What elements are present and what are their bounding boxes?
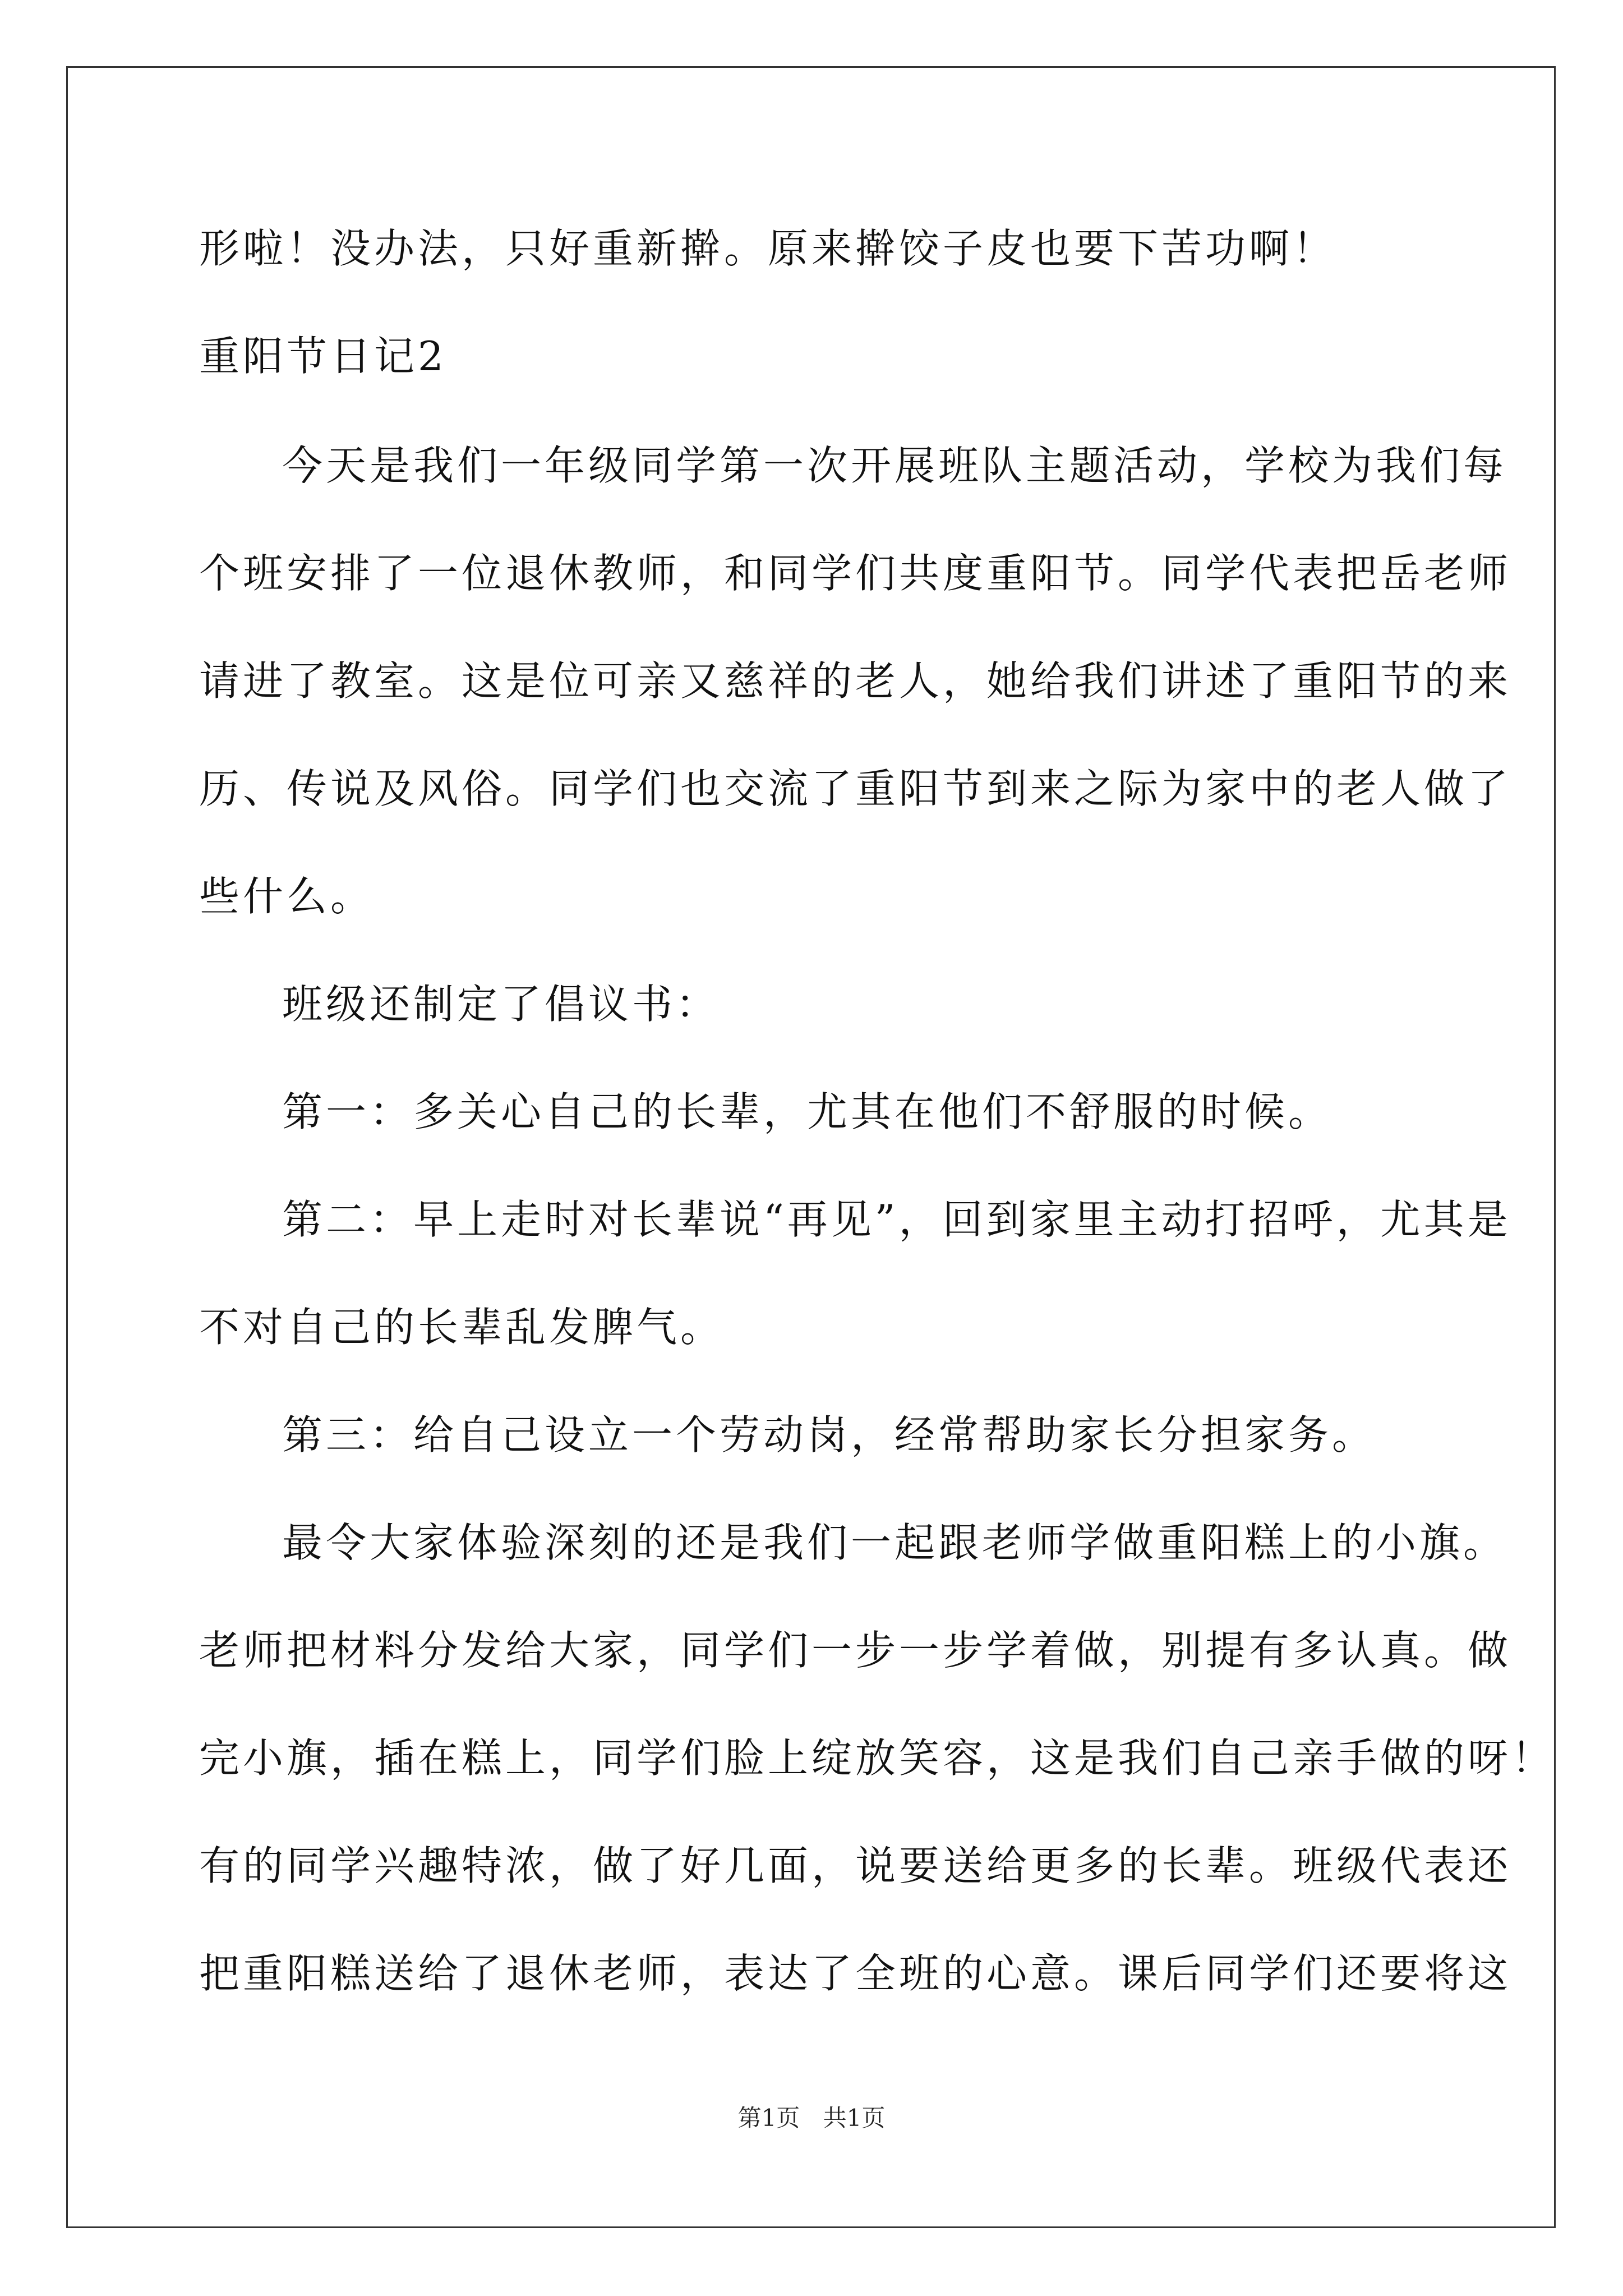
page-number-current: 第1页: [737, 2104, 800, 2132]
text-line-14: 老师把材料分发给大家，同学们一步一步学着做，别提有多认真。做: [199, 1627, 1512, 1674]
text-line-7: 些什么。: [199, 873, 375, 920]
text-line-17: 把重阳糕送给了退休老师，表达了全班的心意。课后同学们还要将这: [199, 1950, 1512, 1997]
page-number-total: 共1页: [823, 2104, 886, 2132]
section-heading: 重阳节日记2: [199, 333, 447, 380]
page-footer: [0, 2102, 1623, 2134]
text-line-3: 今天是我们一年级同学第一次开展班队主题活动，学校为我们每: [282, 442, 1507, 489]
text-line-9: 第一：多关心自己的长辈，尤其在他们不舒服的时候。: [282, 1088, 1332, 1135]
text-line-16: 有的同学兴趣特浓，做了好几面，说要送给更多的长辈。班级代表还: [199, 1842, 1512, 1889]
page-border: [66, 66, 1556, 2228]
text-line-1: 形啦！没办法，只好重新擀。原来擀饺子皮也要下苦功啊！: [199, 225, 1337, 272]
text-line-4: 个班安排了一位退休教师，和同学们共度重阳节。同学代表把岳老师: [199, 550, 1512, 597]
text-line-13: 最令大家体验深刻的还是我们一起跟老师学做重阳糕上的小旗。: [282, 1519, 1507, 1566]
text-line-5: 请进了教室。这是位可亲又慈祥的老人，她给我们讲述了重阳节的来: [199, 657, 1512, 705]
text-line-6: 历、传说及风俗。同学们也交流了重阳节到来之际为家中的老人做了: [199, 765, 1512, 812]
text-line-15: 完小旗，插在糕上，同学们脸上绽放笑容，这是我们自己亲手做的呀！: [199, 1734, 1556, 1782]
text-line-8: 班级还制定了倡议书：: [282, 981, 720, 1028]
text-line-10: 第二：早上走时对长辈说“再见”，回到家里主动打招呼，尤其是: [282, 1196, 1511, 1243]
text-line-11: 不对自己的长辈乱发脾气。: [199, 1304, 725, 1351]
text-line-12: 第三：给自己设立一个劳动岗，经常帮助家长分担家务。: [282, 1411, 1376, 1458]
